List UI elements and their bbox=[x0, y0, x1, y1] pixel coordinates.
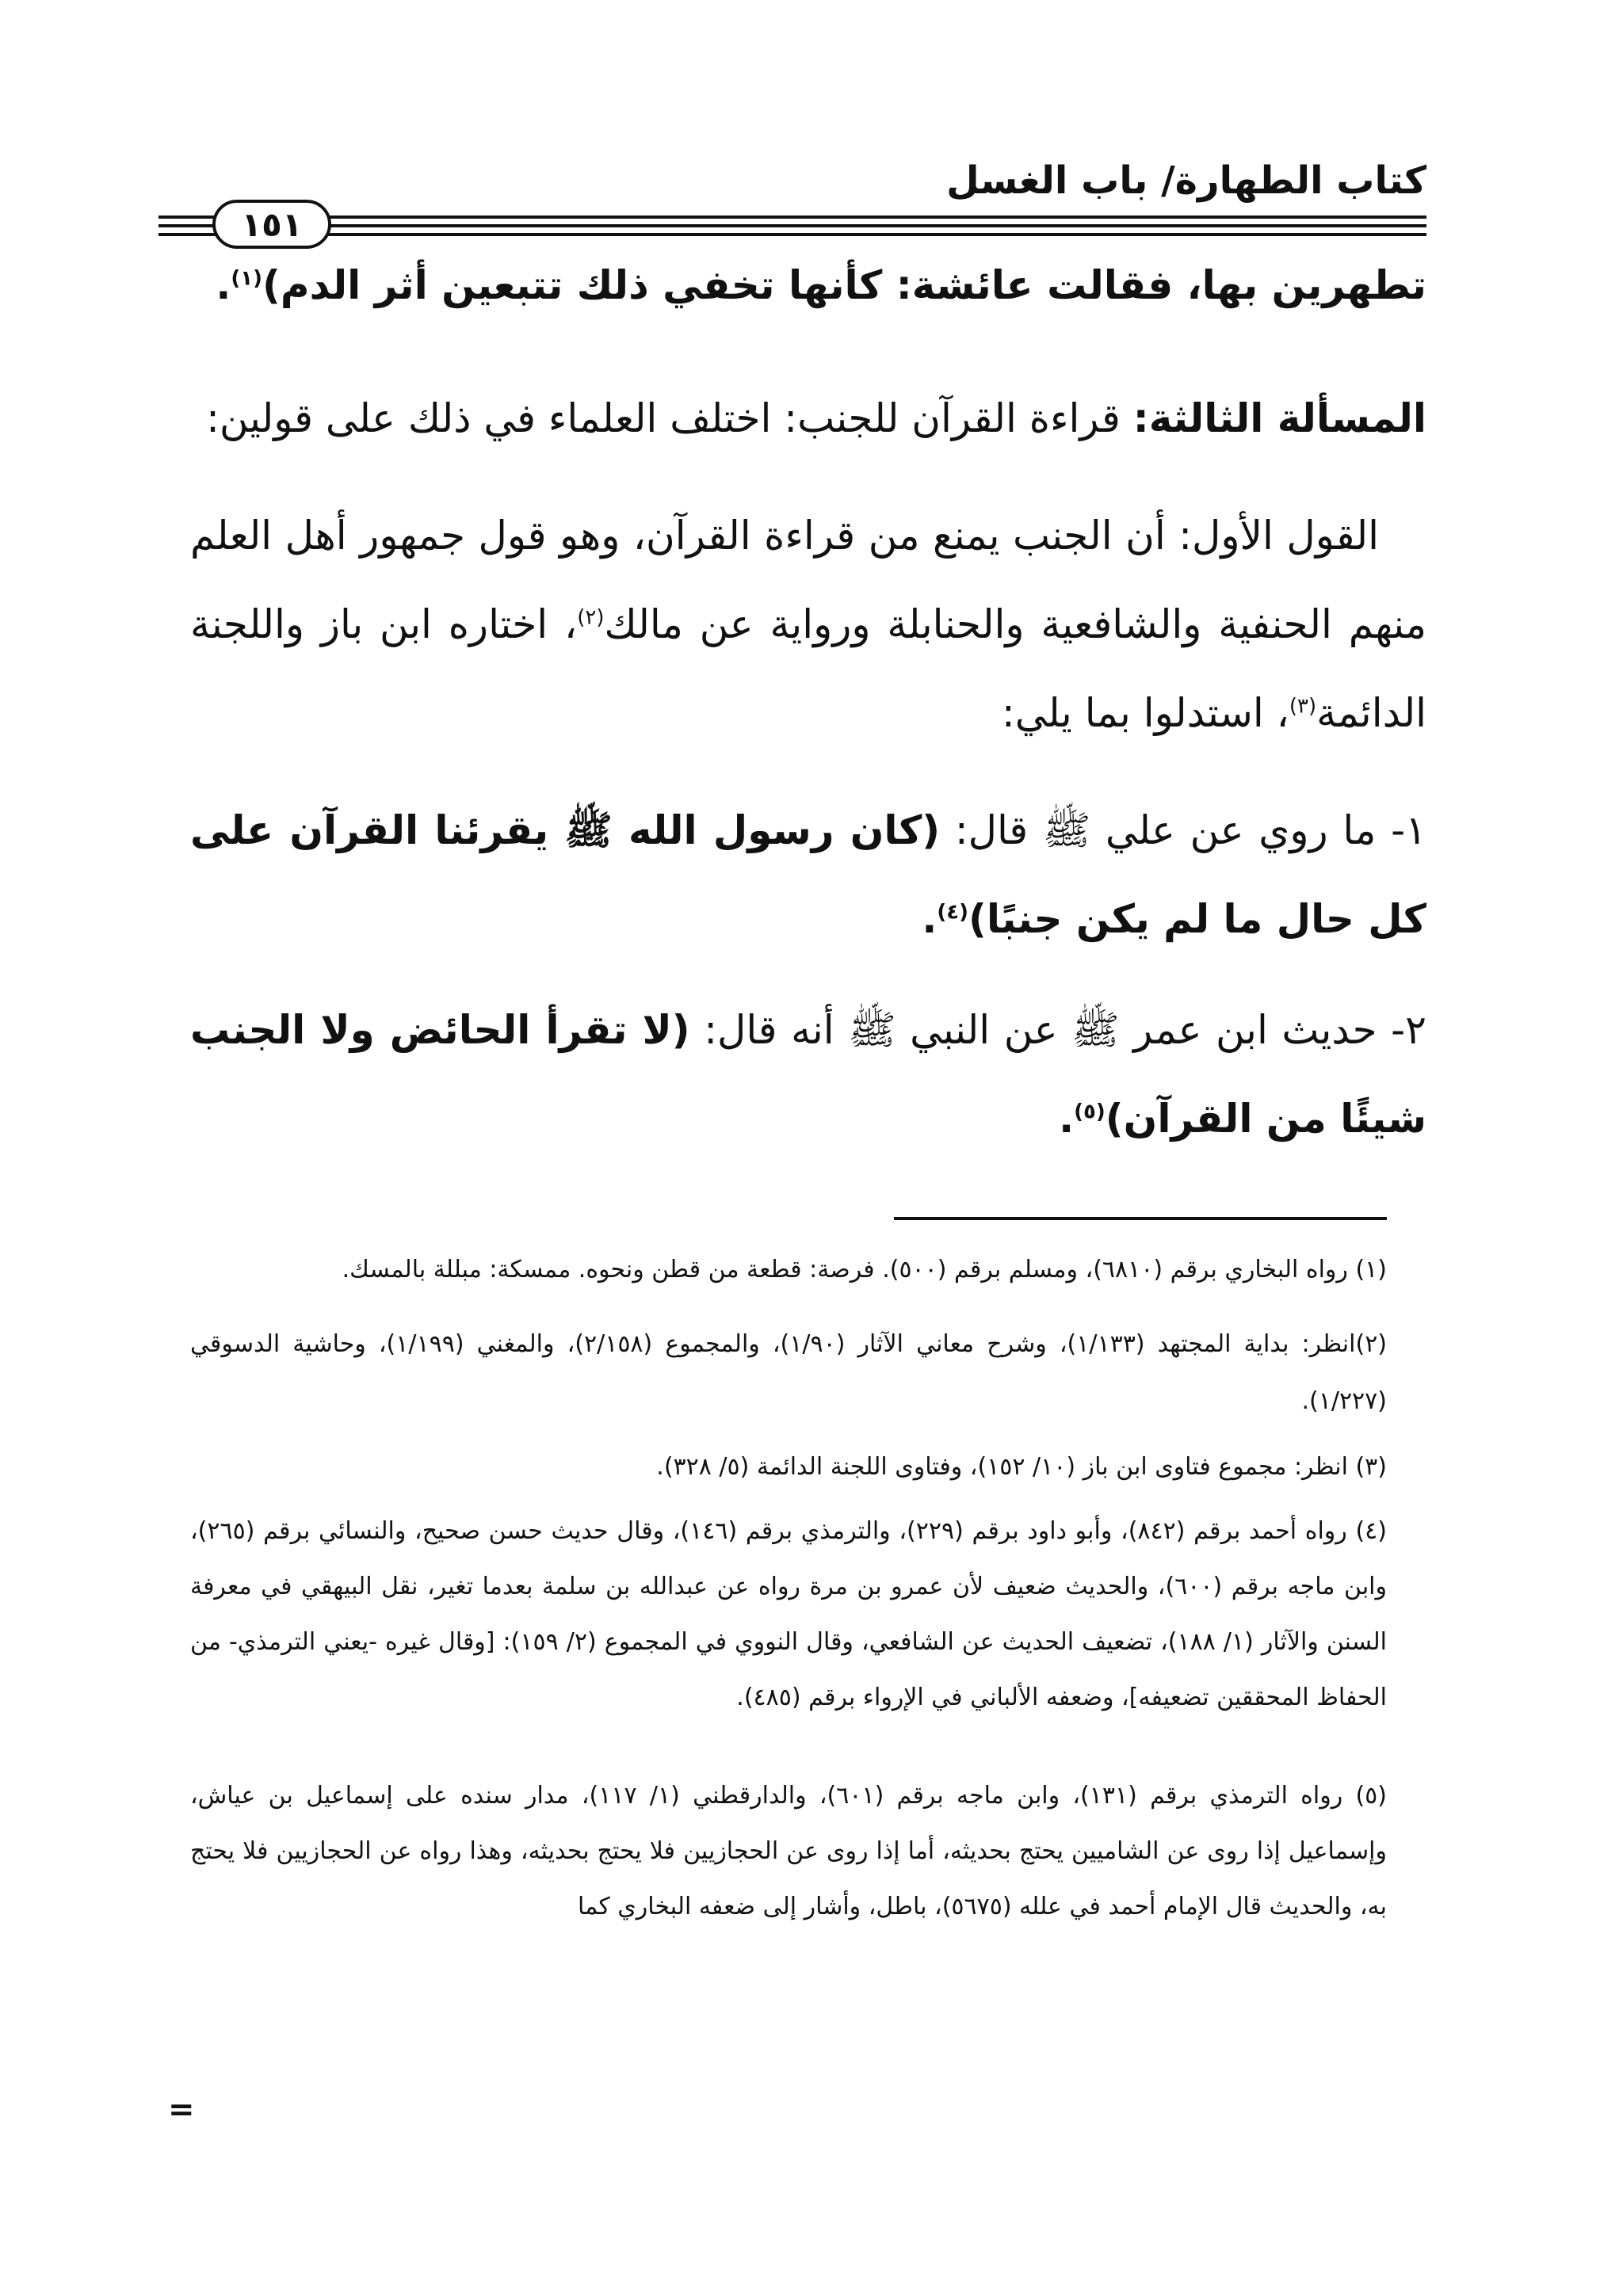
hadith-text: (لا تقرأ الحائض ولا الجنب شيئًا من القرآن) bbox=[190, 1007, 1426, 1142]
footnote-separator bbox=[894, 1217, 1387, 1220]
paragraph-text: ، اختاره ابن باز واللجنة الدائمة bbox=[190, 601, 1426, 736]
punctuation: . bbox=[1059, 1096, 1075, 1142]
paragraph-text: تطهرين بها، فقالت عائشة: كأنها تخفي ذلك تتبعين أثر الدم) bbox=[262, 262, 1426, 308]
punctuation: . bbox=[922, 896, 938, 942]
footnote-ref: (٣) bbox=[1289, 694, 1317, 719]
footnote-ref: (٤) bbox=[937, 900, 969, 925]
footnote-2: (٢)انظر: بداية المجتهد (١/١٣٣)، وشرح معاني الآثار (١/٩٠)، والمجموع (٢/١٥٨)، والمغني (١/١٩٩)، وحاشية الدسوقي (١/٢٢٧). bbox=[190, 1330, 1388, 1415]
evidence-item-2 bbox=[190, 986, 1426, 1163]
footnote-5: (٥) رواه الترمذي برقم (١٣١)، وابن ماجه برقم (٦٠١)، والدارقطني (١/ ١١٧)، مدار سنده على إسماعيل بن عياش، وإسماعيل إذا روى عن الشاميين يحتج بحديثه، أما إذا روى عن الحجازيين فلا يحتج بحديثه، وهذا رواه عن الحجازيين فلا يحتج به، والحديث قال الإمام أحمد في علله (٥٦٧٥)، باطل، وأشار إلى ضعفه البخاري كما bbox=[190, 1782, 1387, 1920]
evidence-lead: ٢- حديث ابن عمر ﷺ عن النبي ﷺ أنه قال: bbox=[689, 1007, 1427, 1053]
footnote-ref: (١) bbox=[231, 266, 262, 291]
footnote-3: (٣) انظر: مجموع فتاوى ابن باز (١٠/ ١٥٢)، وفتاوى اللجنة الدائمة (٥/ ٣٢٨). bbox=[656, 1453, 1387, 1481]
issue-label: المسألة الثالثة: bbox=[1132, 395, 1426, 441]
running-header: كتاب الطهارة/ باب الغسل bbox=[946, 158, 1426, 203]
footnote-ref: (٥) bbox=[1074, 1100, 1106, 1124]
footnote-4: (٤) رواه أحمد برقم (٨٤٢)، وأبو داود برقم (٢٢٩)، والترمذي برقم (١٤٦)، وقال حديث حسن صحيح، والنسائي برقم (٢٦٥)، وابن ماجه برقم (٦٠٠)، والحديث ضعيف لأن عمرو بن مرة رواه عن عبدالله بن سلمة بعدما تغير، نقل البيهقي في معرفة السنن والآثار (١/ ١٨٨)، تضعيف الحديث عن الشافعي، وقال النووي في المجموع (٢/ ١٥٩): [وقال غيره -يعني الترمذي- من الحفاظ المحققين تضعيفه]، وضعفه الألباني في الإرواء برقم (٤٨٥). bbox=[190, 1517, 1387, 1711]
footnote-ref: (٢) bbox=[577, 605, 605, 630]
hadith-text: (كان رسول الله ﷺ يقرئنا القرآن على كل حال ما لم يكن جنبًا) bbox=[190, 807, 1426, 942]
evidence-lead: ١- ما روي عن علي ﷺ قال: bbox=[940, 807, 1426, 853]
issue-heading bbox=[190, 387, 1426, 450]
paragraph-text: ، استدلوا بما يلي: bbox=[1001, 690, 1289, 736]
page-number: ١٥١ bbox=[212, 200, 331, 249]
header-rule bbox=[158, 224, 1426, 227]
paragraph-text: القول الأول: أن الجنب يمنع من قراءة القرآن، وهو قول جمهور أهل العلم منهم الحنفية والشافعية والحنابلة ورواية عن مالك bbox=[190, 513, 1426, 647]
footnote-1: (١) رواه البخاري برقم (٦٨١٠)، ومسلم برقم (٥٠٠). فرصة: قطعة من قطن ونحوه. ممسكة: مبللة بالمسك. bbox=[342, 1256, 1387, 1283]
punctuation: . bbox=[216, 262, 231, 308]
header-rule bbox=[158, 233, 1426, 236]
header-rule bbox=[158, 215, 1426, 219]
first-opinion-paragraph bbox=[190, 491, 1426, 757]
paragraph-continuation bbox=[190, 254, 1426, 317]
issue-text: قراءة القرآن للجنب: اختلف العلماء في ذلك على قولين: bbox=[206, 395, 1133, 441]
evidence-item-1 bbox=[190, 786, 1426, 963]
continuation-mark: = bbox=[168, 2092, 195, 2128]
